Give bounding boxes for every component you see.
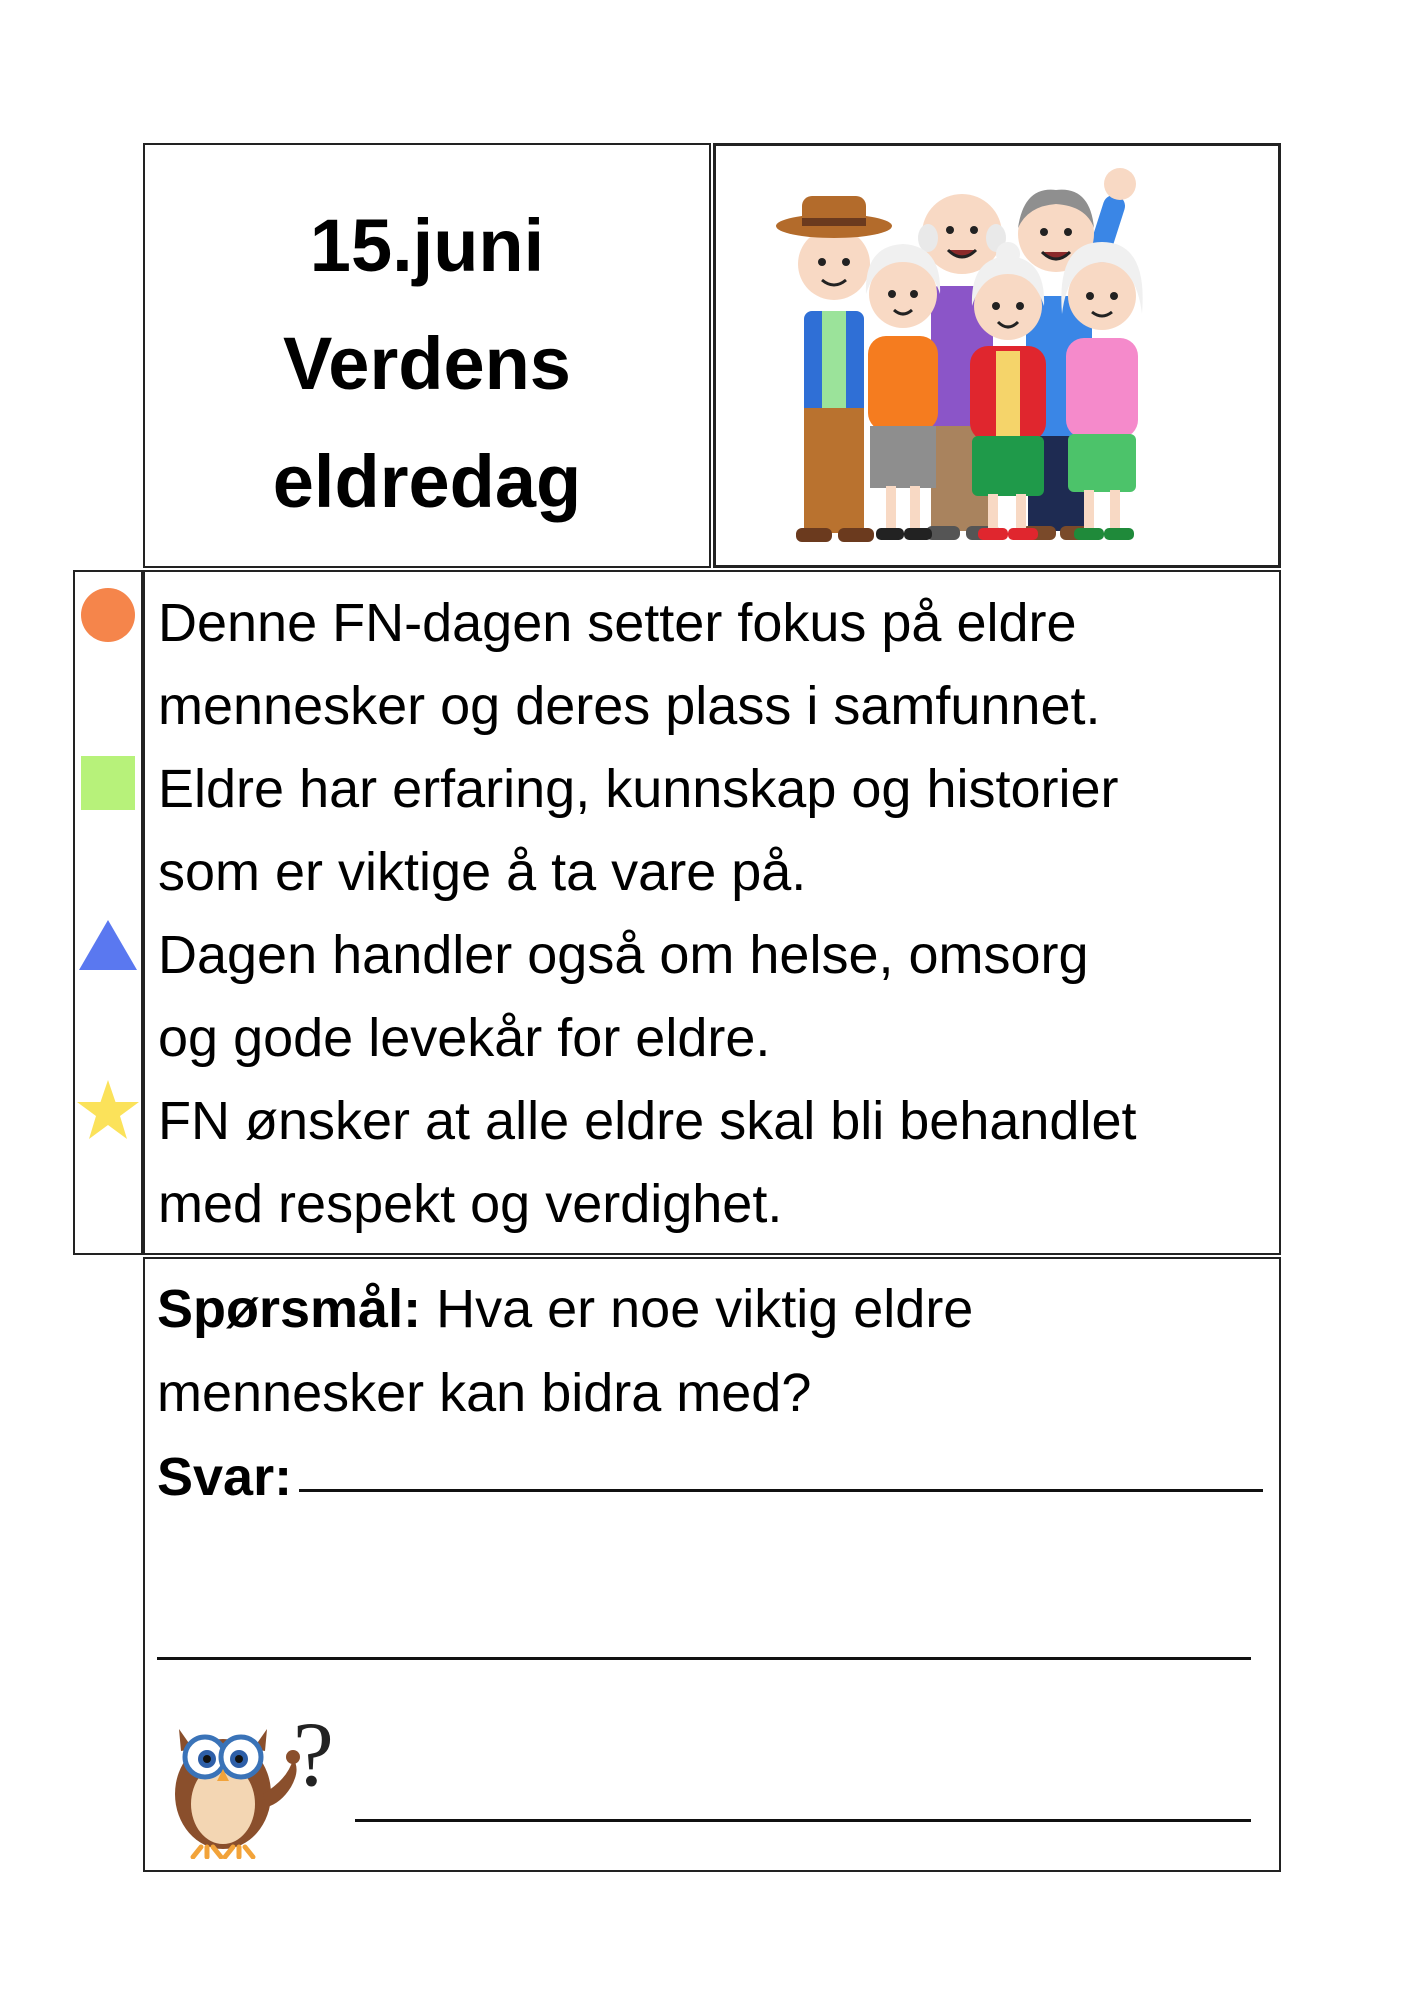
info-line: mennesker og deres plass i samfunnet. (158, 676, 1101, 736)
info-line: FN ønsker at alle eldre skal bli behandlet (158, 1091, 1137, 1151)
answer-label: Svar: (157, 1447, 293, 1507)
question-line-2: mennesker kan bidra med? (157, 1363, 812, 1423)
title-line-date: 15.juni (309, 204, 545, 287)
info-line: Denne FN-dagen setter fokus på eldre (158, 593, 1077, 653)
info-line: med respekt og verdighet. (158, 1174, 783, 1234)
info-line: og gode levekår for eldre. (158, 1008, 771, 1068)
answer-line-3[interactable] (355, 1819, 1251, 1822)
title-line-2: eldredag (272, 440, 582, 523)
question-box (143, 1257, 1281, 1872)
info-text-box (143, 570, 1281, 1255)
answer-line-1[interactable] (299, 1489, 1263, 1492)
info-line: Eldre har erfaring, kunnskap og historier (158, 759, 1119, 819)
green-square-icon (81, 756, 135, 810)
question-mark: ? (293, 1703, 334, 1805)
illustration-box (713, 143, 1281, 568)
question-text (157, 1267, 973, 1435)
page-title (145, 187, 709, 541)
orange-circle-icon (79, 586, 137, 644)
elderly-woman-red-cardigan (970, 242, 1046, 540)
title-line-1: Verdens (283, 322, 571, 405)
info-line: som er viktige å ta vare på. (158, 842, 807, 902)
blue-triangle-icon (79, 920, 137, 970)
question-label: Spørsmål: (157, 1279, 422, 1339)
group-of-elderly-people-illustration (716, 146, 1278, 565)
icon-column (73, 570, 143, 1255)
question-line-1: Hva er noe viktig eldre (421, 1279, 974, 1339)
info-line: Dagen handler også om helse, omsorg (158, 925, 1089, 985)
answer-line-2[interactable] (157, 1657, 1251, 1660)
elderly-woman-orange-sweater (866, 244, 940, 540)
title-box (143, 143, 711, 568)
yellow-star-icon (77, 1080, 139, 1140)
info-text (158, 582, 1273, 1246)
owl-mascot (163, 1699, 303, 1859)
